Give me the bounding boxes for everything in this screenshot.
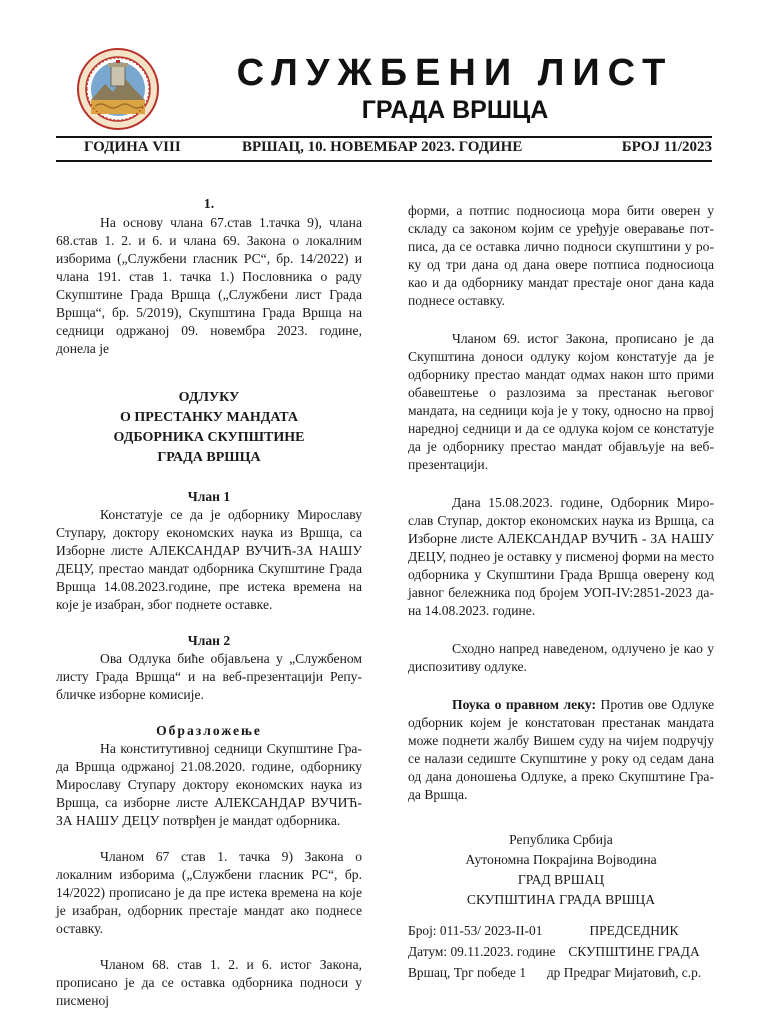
reference-place: Вршац, Трг победе 1: [408, 965, 527, 980]
right-column: [408, 202, 714, 984]
legal-remedy-text: Против ове Одлуке одборник којем је констатован престанак мандата може поднети жалбу Вишем суду на чијем подручју се налази седиште Скупштине у року од седам дана од дана доношења Одлуке, а преко Скупштине Града Вршца.: [408, 697, 714, 802]
publication-title: СЛУЖБЕНИ ЛИСТ: [236, 52, 674, 94]
reference-number: Број: 011-53/ 2023-II-01: [408, 923, 543, 938]
reasoning-paragraph-5: Дана 15.08.2023. године, Одборник Мирослав Ступар, доктор економских наука из Вршца, са Изборне листе АЛЕКСАНДАР ВУЧИЋ - ЗА НАШУ ДЕЦУ, поднео је оставку у писменој форми на место одборника у Скупштини Града Вршца оверену код јавног бележника под бројем УОП-IV:2851-2023 дана 14.08.2023. године.: [408, 495, 714, 618]
masthead: [0, 0, 768, 160]
document-number: 1.: [203, 197, 215, 212]
issuer-city: ГРАД ВРШАЦ: [517, 872, 605, 887]
publication-date: ВРШАЦ, 10. НОВЕМБАР 2023. ГОДИНЕ: [242, 139, 523, 155]
header-rule-bottom: [56, 160, 712, 162]
decision-title: ОДЛУКУ: [178, 390, 240, 405]
publication-subtitle: ГРАДА ВРШЦА: [361, 96, 549, 124]
article-1-text: Констатује се да је одборнику Мирославу Ступару, доктору економских наука из Вршца, са Изборне листе АЛЕКСАНДАР ВУЧИЋ-ЗА НАШУ ДЕЦУ, престао мандат одборника Скупштине Града Вршца 14.08.2023.године, пре истека времена на које је изабран, због поднете оставке.: [56, 507, 362, 612]
reasoning-paragraph-4: Чланом 69. истог Закона, прописано је да Скупштина доноси одлуку којом констатује да је одборнику престао мандат одмах након што прими обавештење о разлозима за престанак његовог мандата, на седници која је у току, односно на првој наредној седници и да се одлука којом се констатује да је одборнику престао мандат објављује на вебпрезентацији.: [408, 331, 714, 472]
city-seal-icon: [77, 48, 159, 130]
signature-row: [408, 920, 714, 984]
issuer-block: [408, 830, 714, 910]
reasoning-paragraph-1: На конститутивној седници Скупштине Града Вршца одржаној 21.08.2020. године, одборнику Мирославу Ступару доктору економских наука из Вршца, са изборне листе АЛЕКСАНДАР ВУЧИЋ-ЗА НАШУ ДЕЦУ потврђен је мандат одборника.: [56, 741, 362, 828]
article-2-heading: Члан 2: [187, 633, 231, 648]
president-signature: [546, 920, 714, 983]
legal-remedy: [408, 696, 714, 804]
article-1-heading: Члан 1: [187, 489, 231, 504]
reasoning-paragraph-3: Чланом 68. став 1. 2. и 6. истог Закона, прописано је да се оставка одборника подноси у писменој: [56, 957, 362, 1008]
president-title: ПРЕДСЕДНИК: [589, 923, 679, 938]
president-name: др Предраг Мијатовић, с.р.: [546, 965, 702, 980]
issuer-assembly: СКУПШТИНА ГРАДА ВРШЦА: [466, 892, 656, 907]
issuer-province: Аутономна Покрајина Војводина: [465, 852, 657, 867]
left-column: [56, 196, 362, 1010]
issuer-country: Република Србија: [509, 832, 613, 847]
issue-number: БРОЈ 11/2023: [621, 139, 712, 155]
article-2-text: Ова Одлука биће објављена у „Службеном листу Града Вршца“ и на веб-презентацији Републичке изборне комисије.: [56, 651, 362, 702]
issue-info-bar: [56, 139, 712, 159]
reasoning-paragraph-2: Чланом 67 став 1. тачка 9) Закона о локалним изборима („Службени гласник РС“, бр. 14/2022) прописано је да пре истека времена на које је изабран, одборник престаје мандат ако поднесе оставку.: [56, 849, 362, 936]
reference-date: Датум: 09.11.2023. године: [408, 944, 556, 959]
header-rule-top: [56, 136, 712, 138]
president-title-assembly: СКУПШТИНЕ ГРАДА: [568, 944, 700, 959]
reasoning-paragraph-6: Сходно напред наведеном, одлучено је као у диспозитиву одлуке.: [408, 641, 714, 674]
legal-remedy-label: Поука о правном леку:: [452, 697, 596, 712]
preamble: На основу члана 67.став 1.тачка 9), члана 68.став 1. 2. и 6. и члана 69. Закона о локалним изборима („Службени гласник РС“, бр. 14/2022) и члана 191. став 1. тачка 1.) Пословника о раду Скупштине Града Вршца („Службени лист Града Вршца“, бр. 5/2019), Скупштина Града Вршца на седници одржаној 09. новембра 2023. године, донела је: [56, 215, 362, 356]
reasoning-paragraph-3-continued: форми, а потпис подносиоца мора бити оверен у складу са законом којим се уређује оверавање потписа, да се оставка лично подноси скупштини у року од три дана од дана овере потписа подносиоца као и да одборнику мандат престаје оног дана када поднесе оставку.: [408, 203, 714, 308]
reasoning-heading: Образложење: [156, 723, 262, 738]
publication-year: ГОДИНА VIII: [84, 139, 181, 155]
decision-subtitle: О ПРЕСТАНКУ МАНДАТА ОДБОРНИКА СКУПШТИНЕ ГРАДА ВРШЦА: [113, 410, 305, 465]
